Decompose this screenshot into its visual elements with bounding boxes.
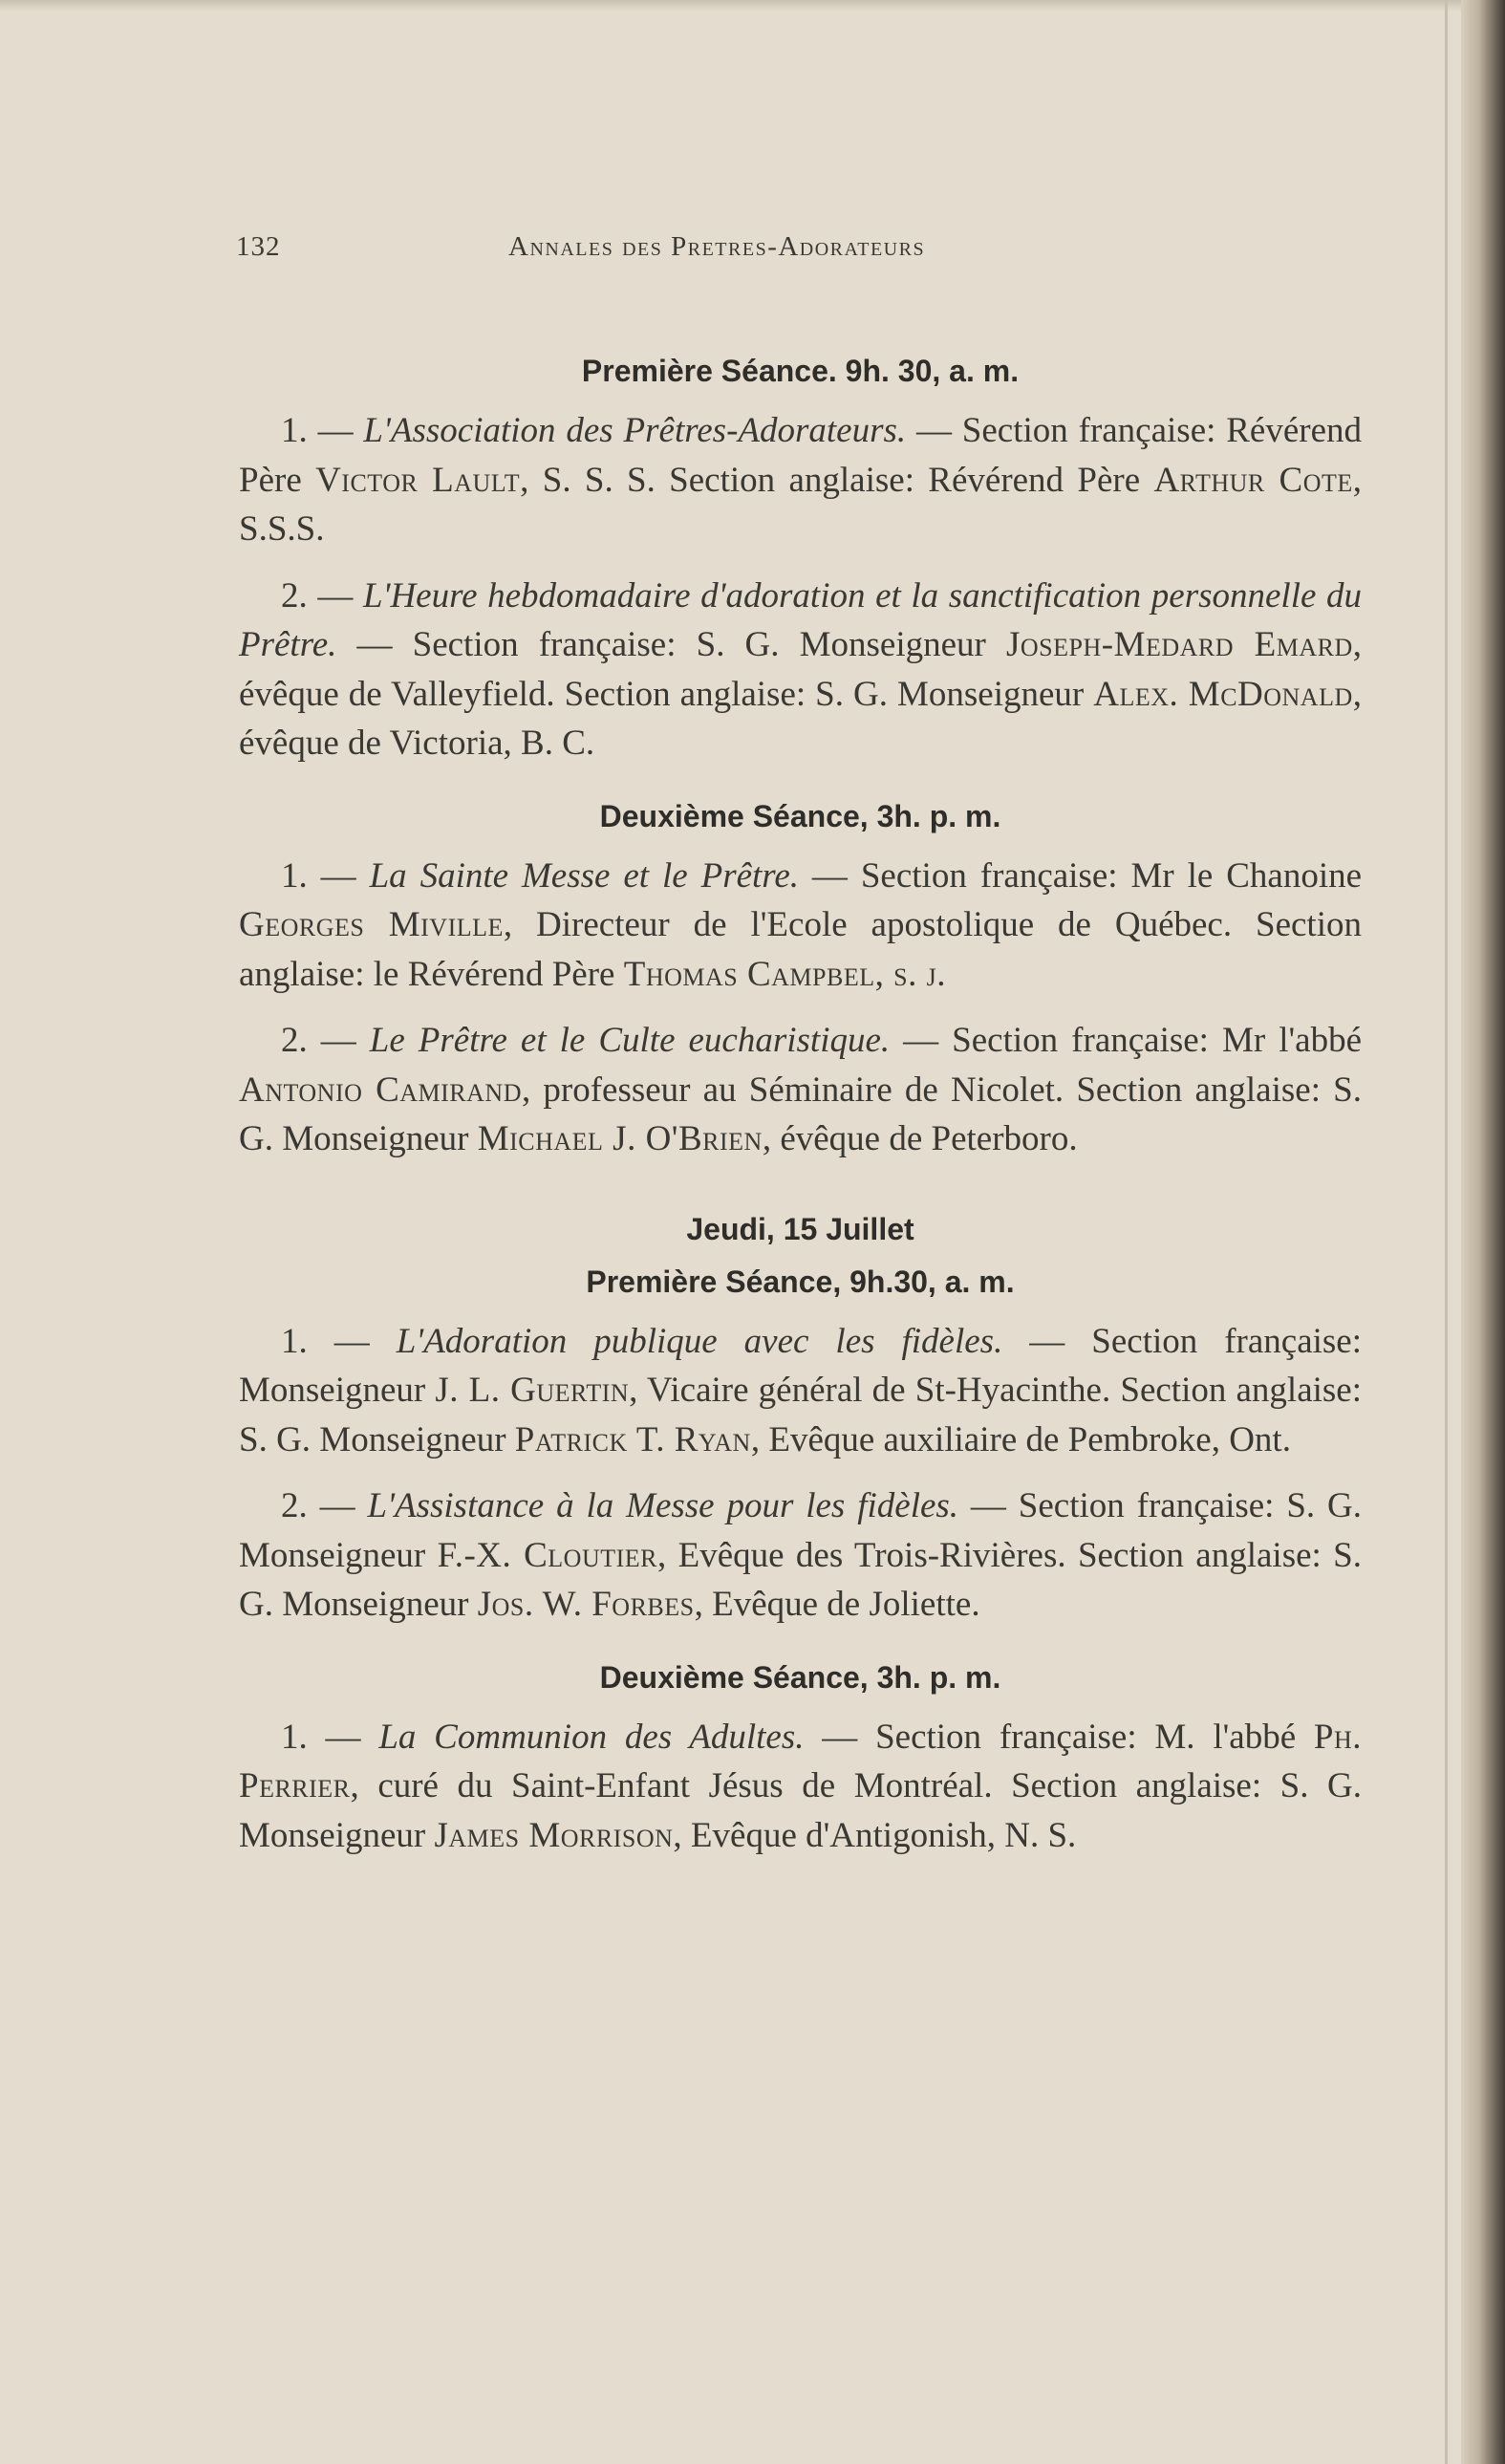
entry-dash: — [307, 411, 364, 450]
program-entry [239, 1713, 1362, 1861]
entry-text: — Section française: Monseigneur [239, 1321, 1363, 1410]
entry-text: , évêque de Peterboro. [762, 1119, 1078, 1158]
entry-dash: — [307, 1717, 379, 1757]
speaker-name: Georges Miville [239, 905, 504, 944]
program-entry [239, 1016, 1362, 1164]
entry-text: , évêque de Valleyfield. Section anglaise: S. G. Monseigneur [239, 625, 1362, 714]
entry-text: , S. S. S. Section anglaise: Révérend Père [520, 460, 1154, 500]
entry-title: Le Prêtre et le Culte eucharistique. [369, 1021, 891, 1060]
speaker-name: Joseph-Medard Emard [1006, 625, 1353, 664]
program-entry [239, 1481, 1362, 1630]
entry-text: — Section française: S. G. Monseigneur [336, 625, 1006, 664]
spacer [239, 1300, 1362, 1317]
session-heading: Première Séance, 9h.30, a. m. [586, 1264, 1015, 1299]
entry-text: , Vicaire général de St-Hyacinthe. Section anglaise: S. G. Monseigneur [239, 1371, 1362, 1459]
entry-title: L'Adoration publique avec les fidèles. [396, 1321, 1003, 1361]
entry-number: 1. [281, 855, 308, 896]
entry-number: 2. [281, 1021, 308, 1060]
spacer [239, 1164, 1362, 1212]
page-number: 132 [236, 231, 281, 262]
entry-text: , Evêque auxiliaire de Pembroke, Ont. [750, 1419, 1291, 1459]
spacer [239, 1696, 1362, 1713]
spacer [239, 834, 1362, 852]
speaker-name: Arthur Cote [1153, 460, 1353, 500]
entry-title: La Communion des Adultes. [378, 1717, 805, 1757]
program-entry [239, 406, 1362, 554]
entry-number: 2. [281, 1486, 308, 1525]
entry-text: — Section française: Mr le Chanoine [799, 855, 1363, 896]
journal-title: Annales des Pretres-Adorateurs [508, 231, 926, 262]
entry-title: L'Assistance à la Messe pour les fidèles. [367, 1486, 959, 1525]
entry-title: L'Association des Prêtres-Adorateurs. [363, 411, 907, 450]
entry-text: , Evêque d'Antigonish, N. S. [673, 1815, 1077, 1855]
entry-title: La Sainte Messe et le Prêtre. [369, 855, 800, 896]
speaker-name: James Morrison [434, 1815, 674, 1855]
speaker-name: F.-X. Cloutier [437, 1535, 657, 1575]
entry-text: , Evêque de Joliette. [694, 1585, 980, 1624]
entry-dash: — [307, 855, 370, 896]
page-edge-shadow [1461, 0, 1505, 2464]
day-heading: Jeudi, 15 Juillet [686, 1211, 914, 1246]
entry-text: — Section française: M. l'abbé [804, 1717, 1314, 1757]
entry-text: , Evêque des Trois-Rivières. Section anglaise: S. G. Monseigneur [239, 1535, 1362, 1624]
spacer [239, 554, 1362, 572]
speaker-name: Michael J. O'Brien [477, 1119, 763, 1158]
entry-text: — Section française: Révérend Père [239, 411, 1363, 500]
spacer [239, 1464, 1362, 1481]
entry-dash: — [307, 1321, 397, 1361]
entry-number: 1. [281, 1717, 308, 1757]
speaker-name: Thomas Campbel, s. j. [623, 954, 946, 994]
speaker-name: Antonio Camirand [239, 1070, 522, 1110]
session-heading: Première Séance. 9h. 30, a. m. [581, 354, 1020, 388]
speaker-name: Alex. McDonald [1093, 674, 1353, 714]
program-entry [239, 852, 1362, 1000]
spacer [239, 1247, 1362, 1264]
speaker-name: Victor Lault [315, 460, 521, 500]
document-body [239, 354, 1362, 1860]
speaker-name: Patrick T. Ryan [514, 1419, 751, 1459]
entry-number: 1. [281, 1321, 308, 1361]
entry-number: 1. [281, 411, 308, 450]
entry-text: — Section française: Mr l'abbé [890, 1021, 1362, 1060]
spacer [239, 768, 1362, 799]
speaker-name: J. L. Guertin [435, 1371, 630, 1410]
spacer [239, 389, 1362, 406]
speaker-name: Jos. W. Forbes [477, 1585, 695, 1624]
spacer [239, 1630, 1362, 1660]
entry-number: 2. [281, 575, 308, 616]
entry-dash: — [307, 1021, 370, 1060]
speaker-name: Ph. Perrier [239, 1717, 1362, 1805]
page-fold-line [1445, 0, 1448, 2464]
entry-text: , Directeur de l'Ecole apostolique de Québec. Section anglaise: le Révérend Père [239, 905, 1362, 994]
spacer [239, 999, 1362, 1016]
program-entry [239, 572, 1362, 768]
entry-text: , évêque de Victoria, B. C. [239, 674, 1362, 763]
entry-dash: — [307, 1486, 368, 1525]
session-heading: Deuxième Séance, 3h. p. m. [599, 1659, 1001, 1695]
entry-text: , S.S.S. [239, 460, 1362, 549]
program-entry [239, 1317, 1362, 1465]
entry-text: , professeur au Séminaire de Nicolet. Section anglaise: S. G. Monseigneur [239, 1070, 1362, 1158]
entry-title: L'Heure hebdomadaire d'adoration et la sanctification personnelle du Prêtre. [239, 575, 1362, 664]
entry-text: — Section française: S. G. Monseigneur [239, 1486, 1362, 1575]
page-top-shadow [0, 0, 1505, 11]
entry-text: , curé du Saint-Enfant Jésus de Montréal. Section anglaise: S. G. Monseigneur [239, 1766, 1362, 1855]
entry-dash: — [307, 575, 363, 616]
session-heading: Deuxième Séance, 3h. p. m. [599, 798, 1001, 833]
